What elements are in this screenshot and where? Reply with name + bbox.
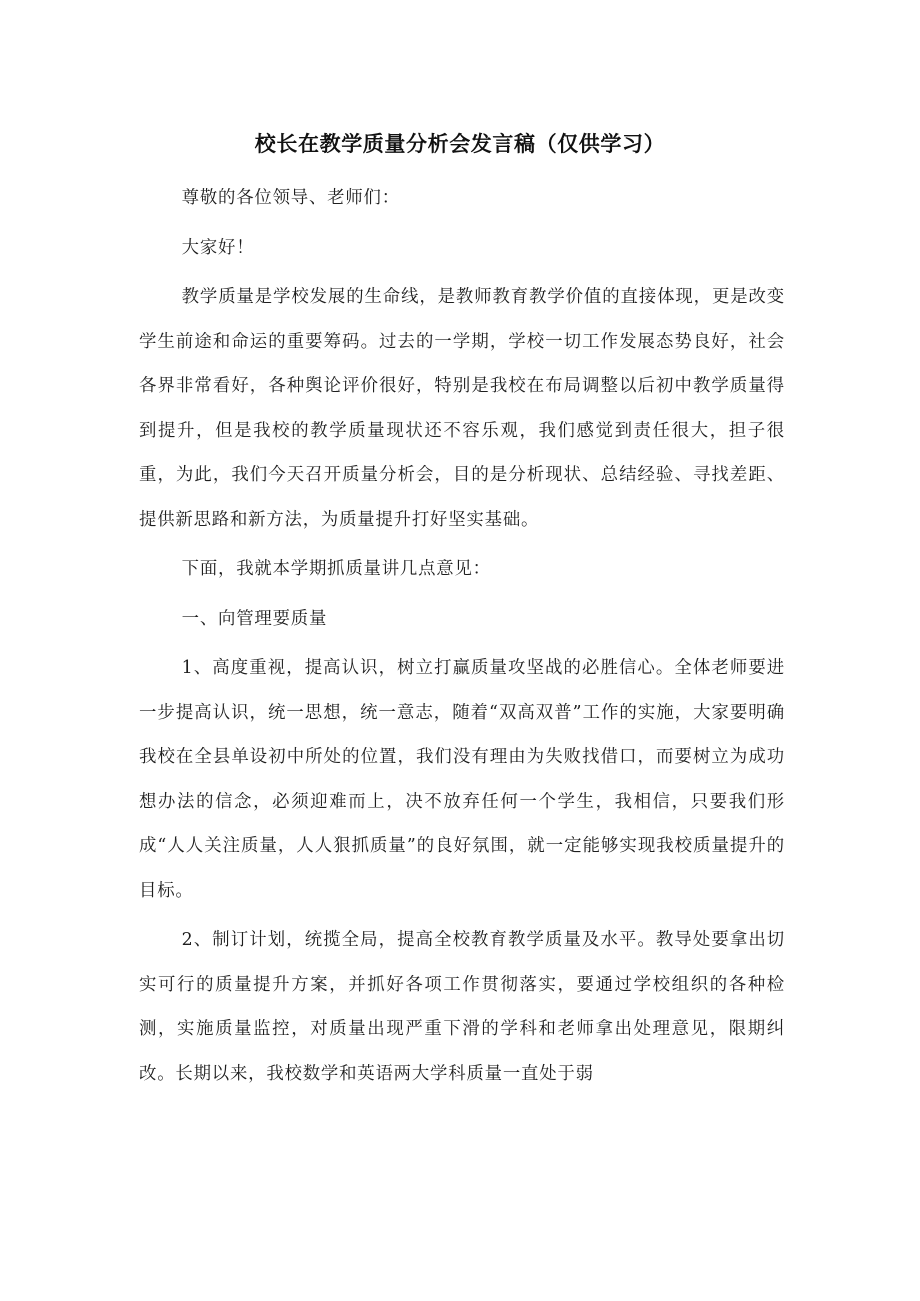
- paragraph-intro: 教学质量是学校发展的生命线，是教师教育教学价值的直接体现，更是改变学生前途和命运的重要筹码。过去的一学期，学校一切工作发展态势良好，社会各界非常看好，各种舆论评价很好，特别是我校在布局调整以后初中教学质量得到提升，但是我校的教学质量现状还不容乐观，我们感觉到责任很大，担子很重，为此，我们今天召开质量分析会，目的是分析现状、总结经验、寻找差距、提供新思路和新方法，为质量提升打好坚实基础。: [139, 287, 785, 530]
- greeting: 大家好！: [181, 237, 255, 258]
- salutation: 尊敬的各位领导、老师们：: [181, 188, 400, 208]
- paragraph-point-1: 1、高度重视，提高认识，树立打赢质量攻坚战的必胜信心。全体老师要进一步提高认识，统一思想，统一意志，随着“双高双普”工作的实施，大家要明确我校在全县单设初中所处的位置，我们没有理由为失败找借口，而要树立为成功想办法的信念，必须迎难而上，决不放弃任何一个学生，我相信，只要我们形成“人人关注质量，人人狠抓质量”的良好氛围，就一定能够实现我校质量提升的目标。: [139, 658, 785, 901]
- paragraph-point-2: 2、制订计划，统揽全局，提高全校教育教学质量及水平。教导处要拿出切实可行的质量提升方案，并抓好各项工作贯彻落实，要通过学校组织的各种检测，实施质量监控，对质量出现严重下滑的学科和老师拿出处理意见，限期纠改。长期以来，我校数学和英语两大学科质量一直处于弱: [139, 930, 785, 1084]
- paragraph-lead: 下面，我就本学期抓质量讲几点意见：: [181, 559, 491, 579]
- document-title: 校长在教学质量分析会发言稿（仅供学习）: [254, 132, 666, 156]
- document-body: [139, 176, 785, 1096]
- section-heading: 一、向管理要质量: [181, 608, 328, 629]
